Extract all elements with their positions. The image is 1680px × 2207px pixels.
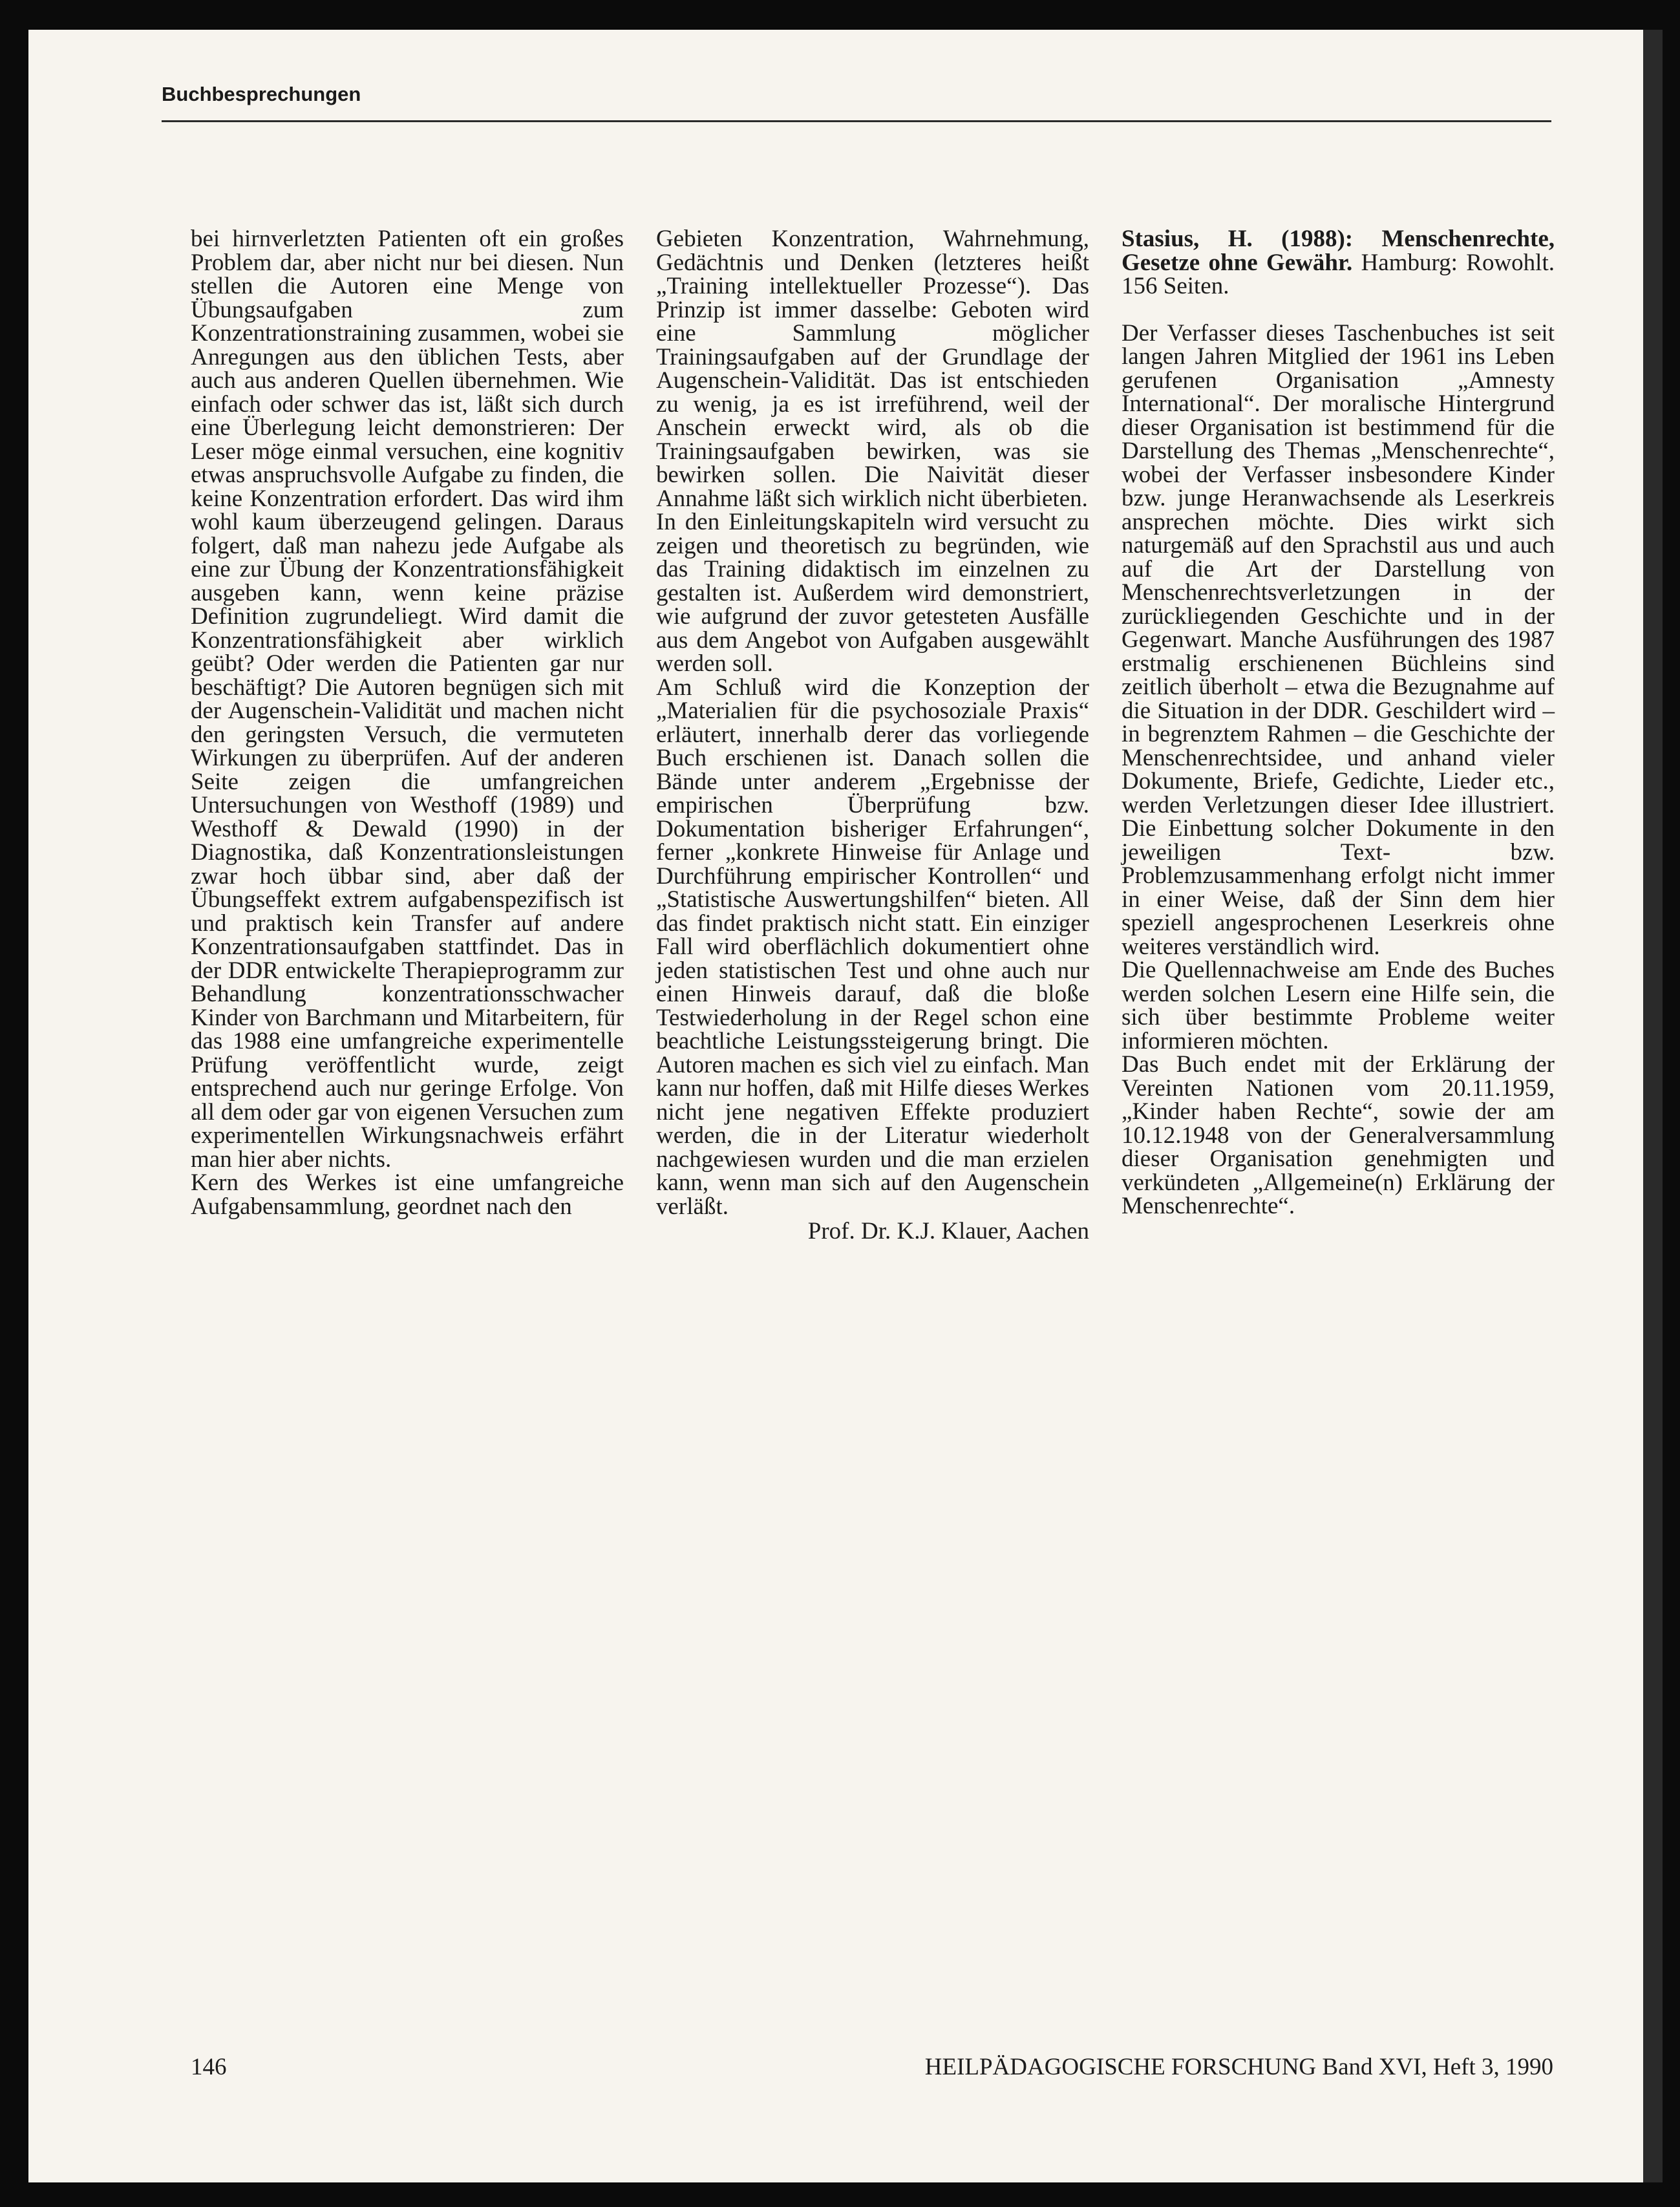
running-head: Buchbesprechungen <box>162 83 361 105</box>
book-reference <box>1122 228 1555 299</box>
journal-footer: HEILPÄDAGOGISCHE FORSCHUNG Band XVI, Heft 3, 1990 <box>924 2054 1553 2080</box>
col2-paragraph: In den Einleitungskapiteln wird versucht zu zeigen und theoretisch zu begründen, wie das Training didaktisch im einzelnen zu gestalten ist. Außerdem wird demonstriert, wie aufgrund der zuvor getesteten Ausfälle aus dem Angebot von Aufgaben ausgewählt werden soll. <box>656 509 1089 677</box>
col3-paragraph: Die Quellennachweise am Ende des Buches werden solchen Lesern eine Hilfe sein, die sich über bestimmte Probleme weiter informieren möchten. <box>1122 957 1555 1054</box>
page-edge-shadow <box>1643 30 1663 2182</box>
review-signature: Prof. Dr. K.J. Klauer, Aachen <box>807 1218 1089 1244</box>
col1-paragraph: Kern des Werkes ist eine umfangreiche Aufgabensammlung, geordnet nach den <box>191 1169 624 1220</box>
book-reference-publisher: Hamburg: Rowohlt. 156 Seiten. <box>1122 249 1555 299</box>
col2-paragraph: Am Schluß wird die Konzeption der „Materialien für die psychosoziale Praxis“ erläutert, innerhalb derer das vorliegende Buch erschienen ist. Danach sollen die Bände unter anderem „Ergebnisse der empirischen Überprüfung bzw. Dokumentation bisheriger Erfahrungen“, ferner „konkrete Hinweise für Anlage und Durchführung empirischer Kontrollen“ und „Statistische Auswertungshilfen“ bieten. All das findet praktisch nicht statt. Ein einziger Fall wird oberflächlich dokumentiert ohne jeden statistischen Test und ohne auch nur einen Hinweis darauf, daß die bloße Testwiederholung in der Regel schon eine beachtliche Leistungssteigerung bringt. Die Autoren machen es sich viel zu einfach. Man kann nur hoffen, daß mit Hilfe dieses Werkes nicht jene negativen Effekte produziert werden, die in der Literatur wiederholt nachgewiesen wurden und die man erzielen kann, wenn man sich auf den Augenschein verläßt. <box>656 674 1089 1220</box>
page-number: 146 <box>191 2054 227 2080</box>
book-reference-title: Stasius, H. (1988): Menschenrechte, Gesetze ohne Gewähr. <box>1122 226 1555 276</box>
col2-paragraph: Gebieten Konzentration, Wahrnehmung, Gedächtnis und Denken (letzteres heißt „Training intellektueller Prozesse“). Das Prinzip ist immer dasselbe: Geboten wird eine Sammlung möglicher Trainingsaufgaben auf der Grundlage der Augenschein-Validität. Das ist entschieden zu wenig, ja es ist irreführend, weil der Anschein erweckt wird, als ob die Trainingsaufgaben bewirken, was sie bewirken sollen. Die Naivität dieser Annahme läßt sich wirklich nicht überbieten. <box>656 226 1089 512</box>
col3-paragraph: Der Verfasser dieses Taschenbuches ist seit langen Jahren Mitglied der 1961 ins Leben gerufenen Organisation „Amnesty International“. Der moralische Hintergrund dieser Organisation ist bestimmend für die Darstellung des Themas „Menschenrechte“, wobei der Verfasser insbesondere Kinder bzw. junge Heranwachsende als Leserkreis ansprechen möchte. Dies wirkt sich naturgemäß auf den Sprachstil aus und auch auf die Art der Darstellung von Menschenrechtsverletzungen in der zurückliegenden Geschichte und in der Gegenwart. Manche Ausführungen des 1987 erstmalig erschienenen Büchleins sind zeitlich überholt – etwa die Bezugnahme auf die Situation in der DDR. Geschildert wird – in begrenztem Rahmen – die Geschichte der Menschenrechtsidee, und anhand vieler Dokumente, Briefe, Gedichte, Lieder etc., werden Verletzungen dieser Idee illustriert. Die Einbettung solcher Dokumente in den jeweiligen Text- bzw. Problemzusammenhang erfolgt nicht immer in einer Weise, daß der Sinn dem hier speziell angesprochenen Leserkreis ohne weiteres verständlich wird. <box>1122 319 1555 960</box>
header-rule <box>162 120 1551 122</box>
column-3 <box>1122 228 1555 1219</box>
col1-paragraph: bei hirnverletzten Patienten oft ein großes Problem dar, aber nicht nur bei diesen. Nun stellen die Autoren eine Menge von Übungsaufgaben zum Konzentrationstraining zusammen, wobei sie Anregungen aus den üblichen Tests, aber auch aus anderen Quellen übernehmen. Wie einfach oder schwer das ist, läßt sich durch eine Überlegung leicht demonstrieren: Der Leser möge einmal versuchen, eine kognitiv etwas anspruchsvolle Aufgabe zu finden, die keine Konzentration erfordert. Das wird ihm wohl kaum überzeugend gelingen. Daraus folgert, daß man nahezu jede Aufgabe als eine zur Übung der Konzentrationsfähigkeit ausgeben kann, wenn keine präzise Definition zugrundeliegt. Wird damit die Konzentrationsfähigkeit aber wirklich geübt? Oder werden die Patienten gar nur beschäftigt? Die Autoren begnügen sich mit der Augenschein-Validität und machen nicht den geringsten Versuch, die vermuteten Wirkungen zu überprüfen. Auf der anderen Seite zeigen die umfangreichen Untersuchungen von Westhoff (1989) und Westhoff & Dewald (1990) in der Diagnostika, daß Konzentrationsleistungen zwar hoch übbar sind, aber daß der Übungseffekt extrem aufgabenspezifisch ist und praktisch kein Transfer auf andere Konzentrationsaufgaben stattfindet. Das in der DDR entwickelte Therapieprogramm zur Behandlung konzentrationsschwacher Kinder von Barchmann und Mitarbeitern, für das 1988 eine umfangreiche experimentelle Prüfung veröffentlicht wurde, zeigt entsprechend auch nur geringe Erfolge. Von all dem oder gar von eigenen Versuchen zum experimentellen Wirkungsnachweis erfährt man hier aber nichts. <box>191 226 624 1173</box>
column-1 <box>191 228 624 1219</box>
column-2 <box>656 228 1089 1244</box>
col3-paragraph: Das Buch endet mit der Erklärung der Vereinten Nationen vom 20.11.1959, „Kinder haben Rechte“, sowie der am 10.12.1948 von der Generalversammlung dieser Organisation genehmigten und verkündeten „Allgemeine(n) Erklärung der Menschenrechte“. <box>1122 1051 1555 1219</box>
